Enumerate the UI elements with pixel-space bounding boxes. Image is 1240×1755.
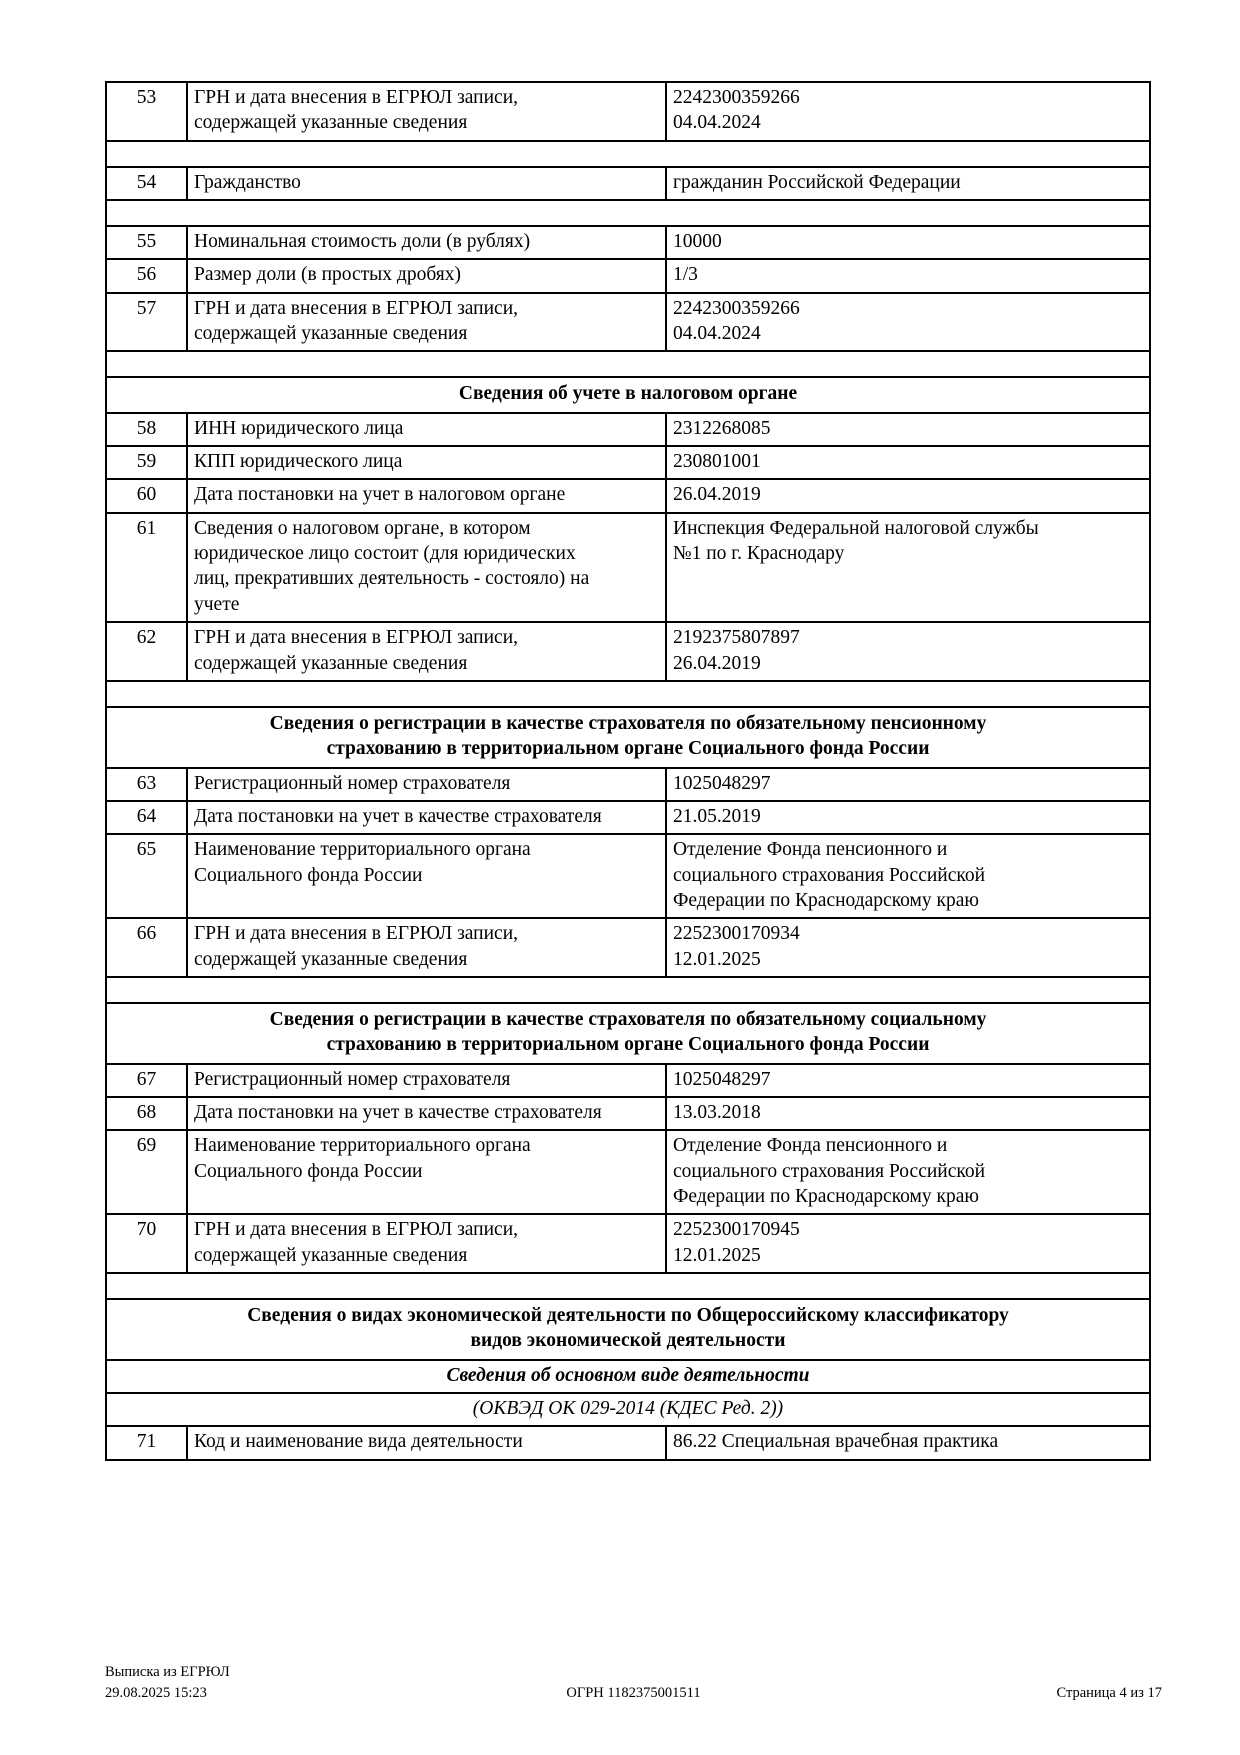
row-label: Наименование территориального органа Социального фонда России [188,1131,667,1213]
row-number: 65 [107,835,188,917]
row-value-line: 21.05.2019 [673,805,761,827]
row-value [667,1098,1149,1129]
section-header-line: видов экономической деятельности [470,1330,786,1352]
row-value-line: Федерации по Краснодарскому краю [673,1186,979,1207]
table-row [107,412,1149,445]
section-header-line: страхованию в территориальном органе Социального фонда России [326,738,930,760]
egrul-table [105,81,1151,1461]
row-number: 64 [107,802,188,833]
footer-ogrn: ОГРН 1182375001511 [566,1685,701,1702]
row-label: ИНН юридического лица [188,414,667,445]
row-number: 57 [107,294,188,351]
row-number: 61 [107,514,188,621]
table-row [107,1063,1149,1096]
spacer-row [107,976,1149,1002]
row-label: Размер доли (в простых дробях) [188,260,667,291]
row-label: Наименование территориального органа Социального фонда России [188,835,667,917]
classifier-note-line: (ОКВЭД ОК 029-2014 (КДЕС Ред. 2)) [472,1398,784,1420]
row-value-line: 1025048297 [673,772,771,794]
row-number: 54 [107,168,188,199]
row-number: 56 [107,260,188,291]
row-value [667,414,1149,445]
row-value [667,1427,1149,1458]
row-value [667,447,1149,478]
row-value [667,480,1149,511]
row-value [667,227,1149,258]
page-footer [105,1662,1162,1704]
row-value-line: 2192375807897 [673,627,800,649]
row-value-line: 86.22 Специальная врачебная практика [673,1431,999,1453]
row-number: 70 [107,1215,188,1272]
row-number: 53 [107,83,188,140]
row-value [667,835,1149,917]
row-label: ГРН и дата внесения в ЕГРЮЛ записи, содержащей указанные сведения [188,294,667,351]
row-number: 66 [107,919,188,976]
row-number: 60 [107,480,188,511]
row-label: Сведения о налоговом органе, в котором юридическое лицо состоит (для юридических лиц, прекративших деятельность - состояло) на учете [188,514,667,621]
footer-left [105,1662,457,1704]
footer-page-number: Страница 4 из 17 [1056,1685,1162,1702]
row-value-line: Отделение Фонда пенсионного и [673,1135,948,1157]
row-value-line: Федерации по Краснодарскому краю [673,889,979,911]
footer-timestamp: 29.08.2025 15:23 [105,1685,207,1702]
row-number: 55 [107,227,188,258]
row-label: Гражданство [188,168,667,199]
table-row [107,512,1149,621]
row-label: Дата постановки на учет в налоговом органе [188,480,667,511]
row-value [667,769,1149,800]
row-value-line: социального страхования Российской [673,864,986,886]
section-header-line: Сведения о регистрации в качестве страхователя по обязательному пенсионному [269,712,987,734]
table-row [107,833,1149,917]
row-label: ГРН и дата внесения в ЕГРЮЛ записи, содержащей указанные сведения [188,1215,667,1272]
row-value-line: 12.01.2025 [673,1244,761,1266]
section-header [107,706,1149,767]
row-value-line: 2242300359266 [673,87,800,108]
row-value-line: 1025048297 [673,1068,771,1090]
row-value [667,1131,1149,1213]
row-value-line: 13.03.2018 [673,1101,761,1123]
section-header-line: страхованию в территориальном органе Социального фонда России [326,1034,930,1056]
row-value-line: 2242300359266 [673,297,800,319]
table-row [107,166,1149,199]
row-value-line: 26.04.2019 [673,652,761,674]
row-number: 62 [107,623,188,680]
row-value [667,294,1149,351]
row-value-line: №1 по г. Краснодару [673,543,845,565]
row-value-line: 1/3 [673,264,698,286]
table-row [107,1213,1149,1272]
table-row [107,1096,1149,1129]
table-row [107,258,1149,291]
row-label: КПП юридического лица [188,447,667,478]
row-value-line: гражданин Российской Федерации [673,171,961,193]
row-label: Регистрационный номер страхователя [188,1065,667,1096]
row-value [667,260,1149,291]
row-value [667,623,1149,680]
classifier-note [107,1392,1149,1425]
subsection-header [107,1359,1149,1392]
row-value-line: 230801001 [673,451,761,473]
row-value-line: 04.04.2024 [673,323,761,345]
table-row [107,225,1149,258]
row-label: Код и наименование вида деятельности [188,1427,667,1458]
section-header [107,1002,1149,1063]
row-value [667,168,1149,199]
row-value [667,802,1149,833]
row-number: 59 [107,447,188,478]
table-row [107,1425,1149,1458]
row-label: ГРН и дата внесения в ЕГРЮЛ записи, содержащей указанные сведения [188,623,667,680]
row-value [667,1065,1149,1096]
row-value [667,514,1149,621]
spacer-row [107,199,1149,225]
subsection-header-line: Сведения об основном виде деятельности [446,1364,810,1386]
row-value-line: социального страхования Российской [673,1160,986,1182]
row-label: ГРН и дата внесения в ЕГРЮЛ записи, содержащей указанные сведения [188,919,667,976]
row-value-line: 2252300170934 [673,923,800,945]
row-number: 67 [107,1065,188,1096]
row-value-line: 10000 [673,231,722,253]
row-label: Номинальная стоимость доли (в рублях) [188,227,667,258]
table-row [107,917,1149,976]
row-value-line: Отделение Фонда пенсионного и [673,839,948,861]
row-number: 63 [107,769,188,800]
row-value-line: 26.04.2019 [673,484,761,506]
row-label: Регистрационный номер страхователя [188,769,667,800]
row-value-line: 2312268085 [673,417,771,439]
table-row [107,445,1149,478]
section-header [107,1298,1149,1359]
table-row [107,1129,1149,1213]
spacer-row [107,140,1149,166]
spacer-row [107,680,1149,706]
section-header-line: Сведения об учете в налоговом органе [458,383,798,405]
spacer-row [107,350,1149,376]
row-label: ГРН и дата внесения в ЕГРЮЛ записи, содержащей указанные сведения [188,83,667,140]
table-row [107,767,1149,800]
table-row [107,292,1149,351]
section-header-line: Сведения о регистрации в качестве страхователя по обязательному социальному [269,1008,987,1030]
row-label: Дата постановки на учет в качестве страхователя [188,802,667,833]
table-row [107,800,1149,833]
row-value-line: 2252300170945 [673,1219,800,1241]
section-header [107,376,1149,411]
row-label: Дата постановки на учет в качестве страхователя [188,1098,667,1129]
row-value [667,919,1149,976]
row-value-line: Инспекция Федеральной налоговой службы [673,517,1039,539]
table-row [107,621,1149,680]
row-number: 68 [107,1098,188,1129]
spacer-row [107,1272,1149,1298]
row-value [667,83,1149,140]
row-number: 71 [107,1427,188,1458]
table-row [107,83,1149,140]
footer-doc-title: Выписка из ЕГРЮЛ [105,1664,230,1680]
row-number: 58 [107,414,188,445]
row-value [667,1215,1149,1272]
row-value-line: 12.01.2025 [673,948,761,970]
row-value-line: 04.04.2024 [673,112,761,134]
table-row [107,478,1149,511]
section-header-line: Сведения о видах экономической деятельности по Общероссийскому классификатору [247,1305,1009,1327]
row-number: 69 [107,1131,188,1213]
